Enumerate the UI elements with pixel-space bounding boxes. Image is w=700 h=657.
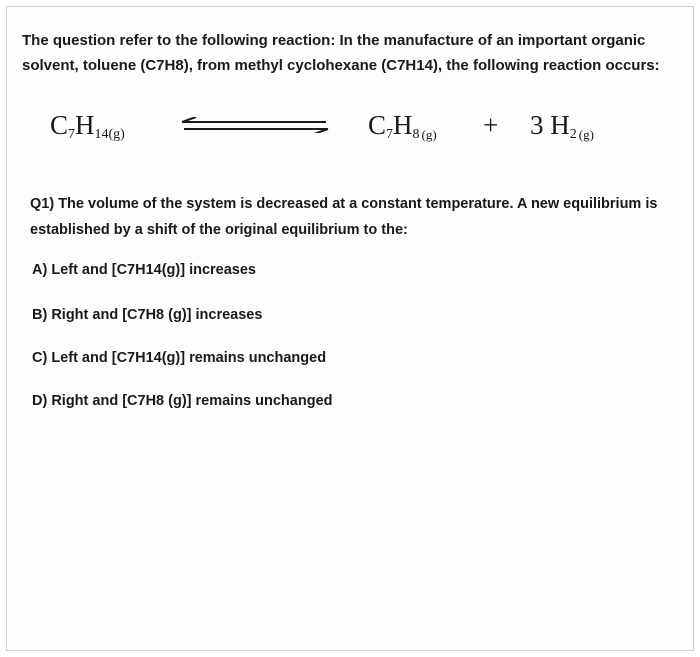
reactant-methylcyclohexane xyxy=(50,110,125,143)
product2-symbol-h: H xyxy=(550,110,570,140)
answer-option-b[interactable]: B) Right and [C7H8 (g)] increases xyxy=(32,307,263,323)
equilibrium-arrows-icon xyxy=(180,117,330,133)
answer-option-c[interactable]: C) Left and [C7H14(g)] remains unchanged xyxy=(32,350,327,366)
product1-symbol-c: C xyxy=(368,110,387,140)
product1-symbol-h: H xyxy=(393,110,413,140)
product-hydrogen xyxy=(530,110,594,143)
plus-sign: + xyxy=(483,110,499,140)
product1-sub-h: 8 xyxy=(412,127,420,142)
reactant-symbol-c: C xyxy=(50,110,69,140)
product-toluene xyxy=(368,110,437,143)
reaction-equation xyxy=(0,110,700,150)
question-intro: The question refer to the following reaction: In the manufacture of an important organic solvent, toluene (C7H8), from methyl cyclohexane (C7H14), the following reaction occurs: xyxy=(22,32,660,74)
product2-sub-h: 2 xyxy=(569,127,577,142)
reactant-symbol-h: H xyxy=(75,110,95,140)
question-text: Q1) The volume of the system is decreased at a constant temperature. A new equilibrium is established by a shift of the original equilibrium to the: xyxy=(30,196,658,238)
answer-option-d[interactable]: D) Right and [C7H8 (g)] remains unchanged xyxy=(32,393,333,409)
screenshot-frame xyxy=(6,6,694,651)
reactant-sub-c: 7 xyxy=(68,127,76,142)
answer-option-a[interactable]: A) Left and [C7H14(g)] increases xyxy=(32,262,256,278)
product1-state: (g) xyxy=(421,127,437,142)
product2-coefficient: 3 xyxy=(530,110,544,140)
reactant-sub-h: 14(g) xyxy=(94,127,125,142)
product1-sub-c: 7 xyxy=(386,127,394,142)
product2-state: (g) xyxy=(578,127,594,142)
